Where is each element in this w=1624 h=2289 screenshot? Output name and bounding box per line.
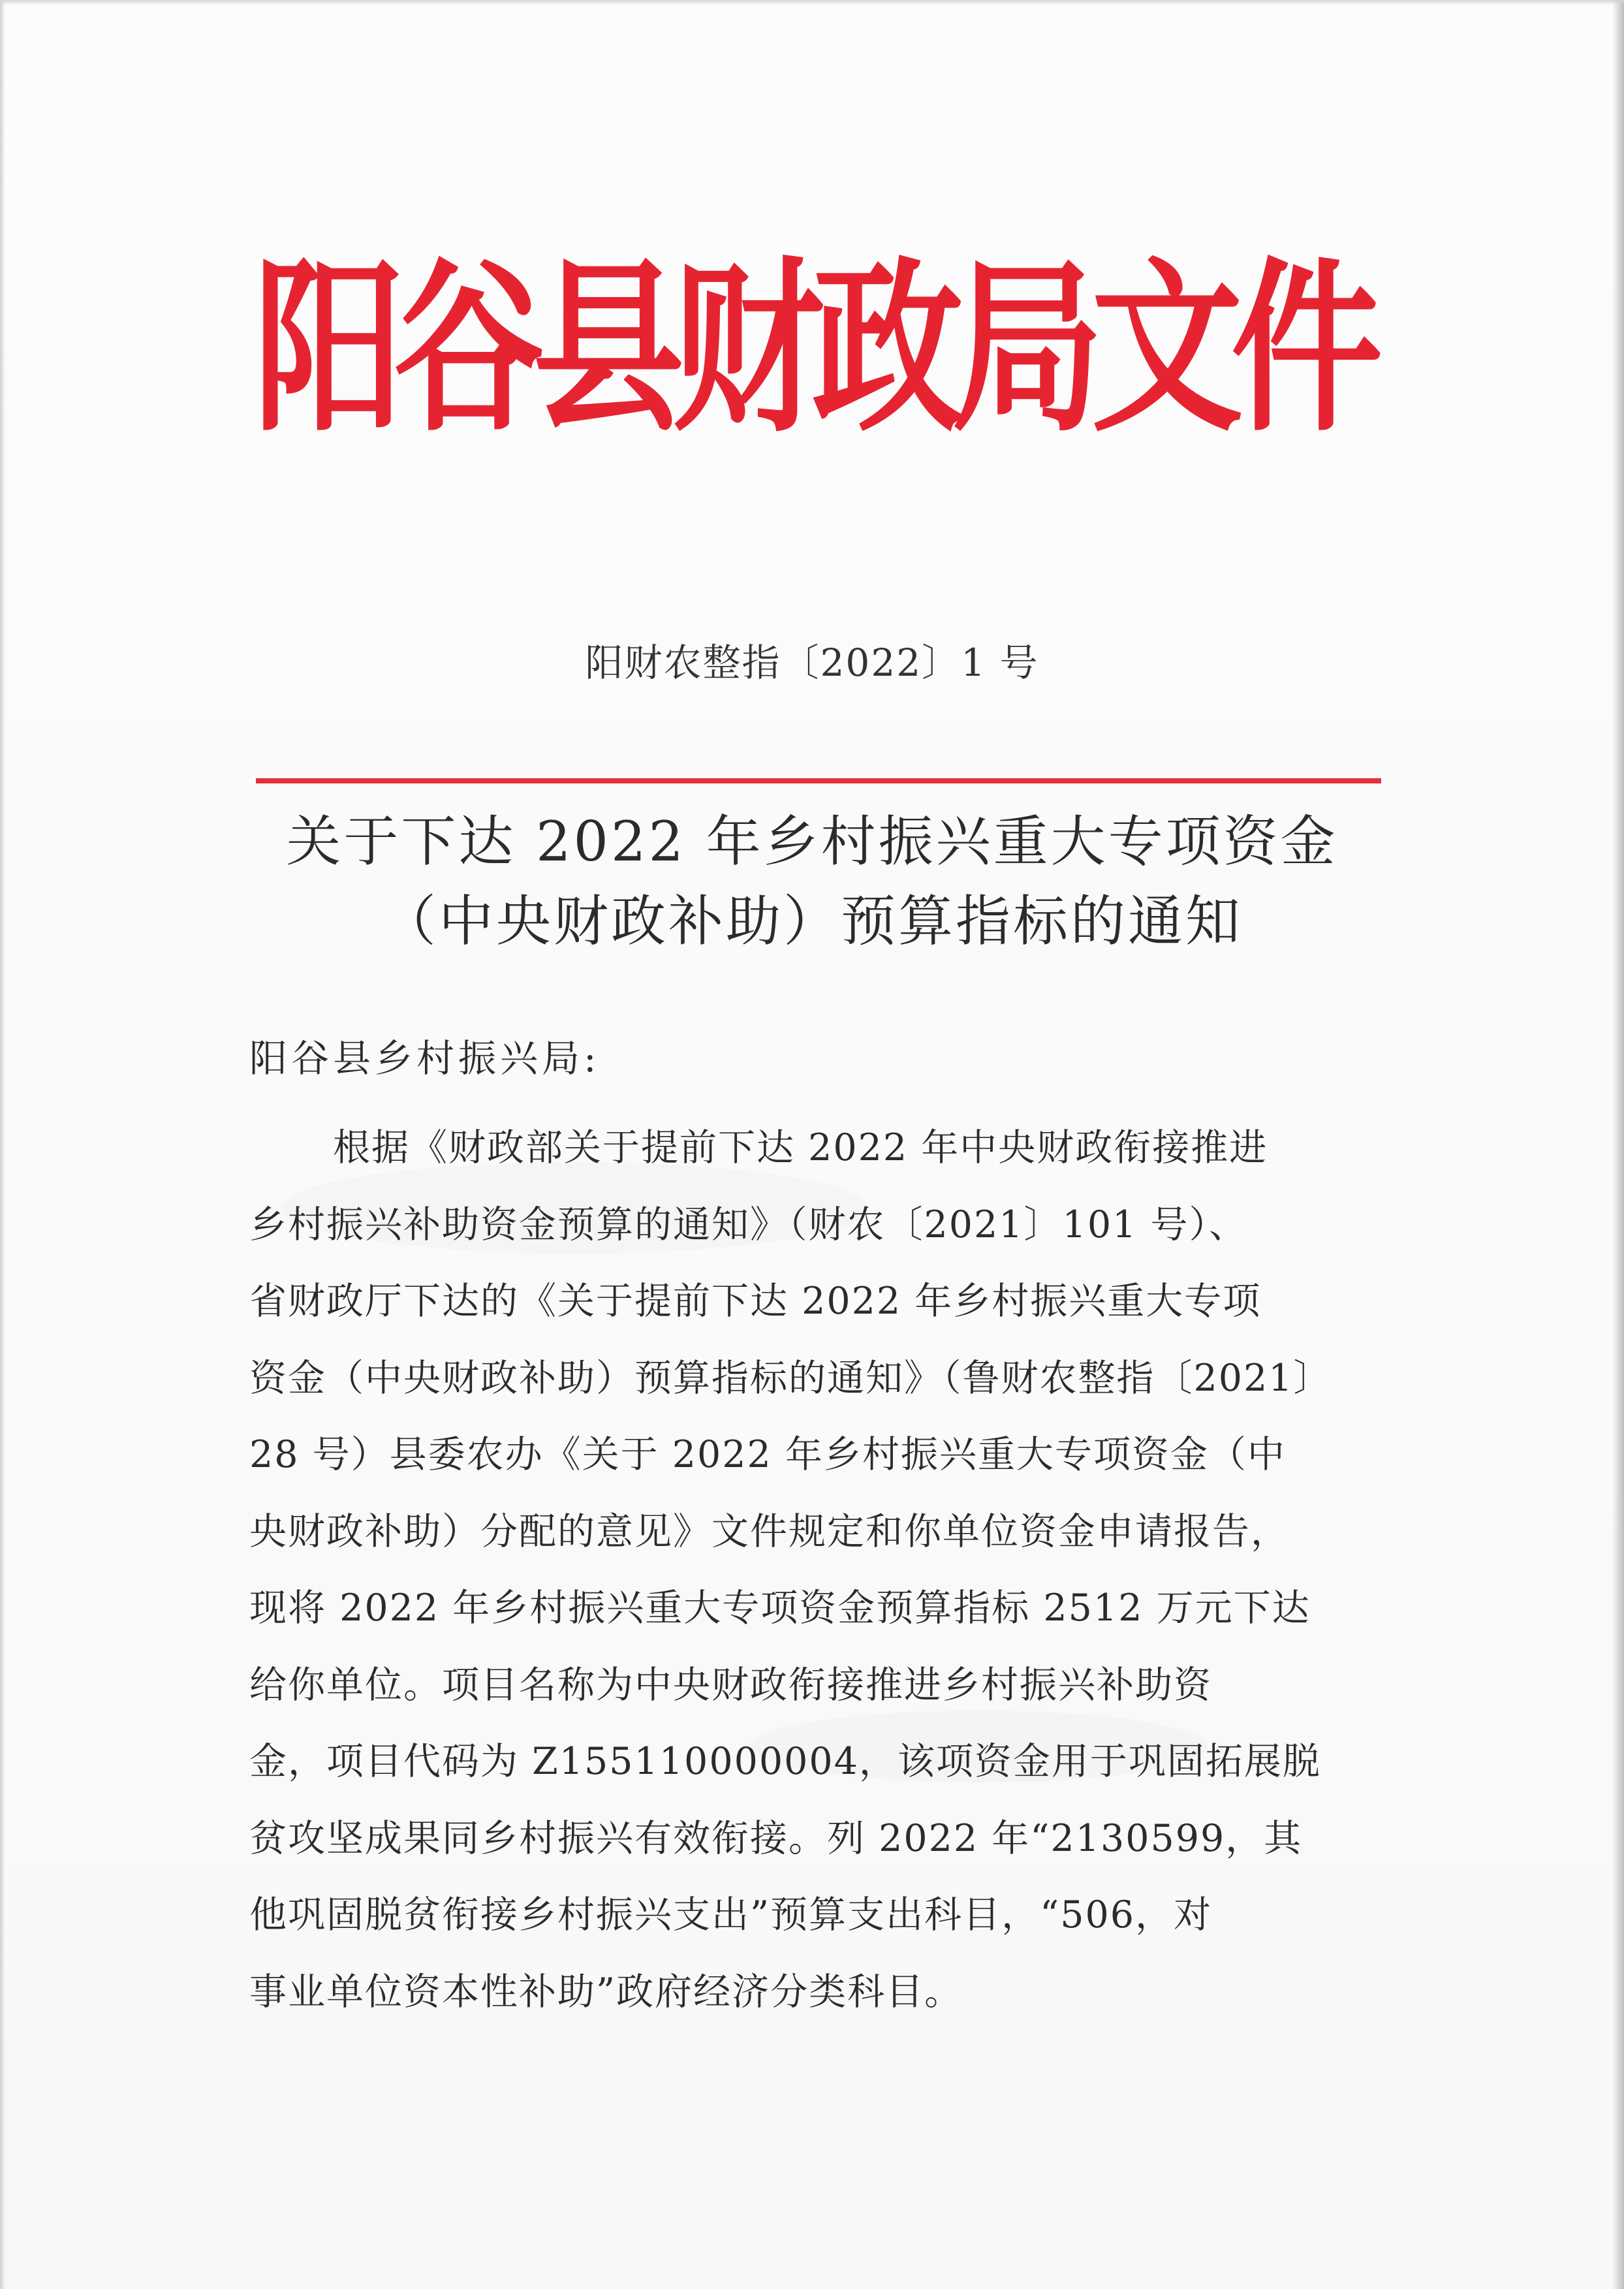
body-line: 央财政补助）分配的意见》文件规定和你单位资金申请报告， (249, 1509, 1289, 1553)
scan-edge-top (0, 0, 1624, 5)
notice-body (249, 1110, 1385, 2030)
body-line: 他巩固脱贫衔接乡村振兴支出”预算支出科目，“506，对 (249, 1893, 1213, 1936)
body-line: 28 号）县委农办《关于 2022 年乡村振兴重大专项资金（中 (249, 1433, 1286, 1476)
masthead-title: 阳谷县财政局文件 (253, 239, 1371, 457)
body-line: 给你单位。项目名称为中央财政衔接推进乡村振兴补助资 (249, 1663, 1212, 1707)
body-line: 贫攻坚成果同乡村振兴有效衔接。列 2022 年“2130599，其 (249, 1816, 1303, 1860)
body-line: 金，项目代码为 Z155110000004，该项资金用于巩固拓展脱 (249, 1740, 1321, 1783)
notice-title-line: 关于下达 2022 年乡村振兴重大专项资金 (286, 810, 1338, 874)
notice-title-line: （中央财政补助）预算指标的通知 (381, 889, 1243, 953)
body-line: 事业单位资本性补助”政府经济分类科目。 (249, 1970, 963, 2013)
body-line: 根据《财政部关于提前下达 2022 年中央财政衔接推进 (333, 1126, 1268, 1169)
notice-title (0, 802, 1624, 961)
body-line: 乡村振兴补助资金预算的通知》（财农〔2021〕101 号）、 (249, 1203, 1247, 1246)
body-line: 省财政厅下达的《关于提前下达 2022 年乡村振兴重大专项 (249, 1280, 1262, 1323)
body-line: 现将 2022 年乡村振兴重大专项资金预算指标 2512 万元下达 (249, 1587, 1311, 1630)
body-line: 资金（中央财政补助）预算指标的通知》（鲁财农整指〔2021〕 (249, 1356, 1332, 1400)
red-divider-line (256, 778, 1381, 783)
document-number: 阳财农整指〔2022〕1 号 (585, 640, 1039, 685)
addressee: 阳谷县乡村振兴局: (249, 1036, 601, 1081)
